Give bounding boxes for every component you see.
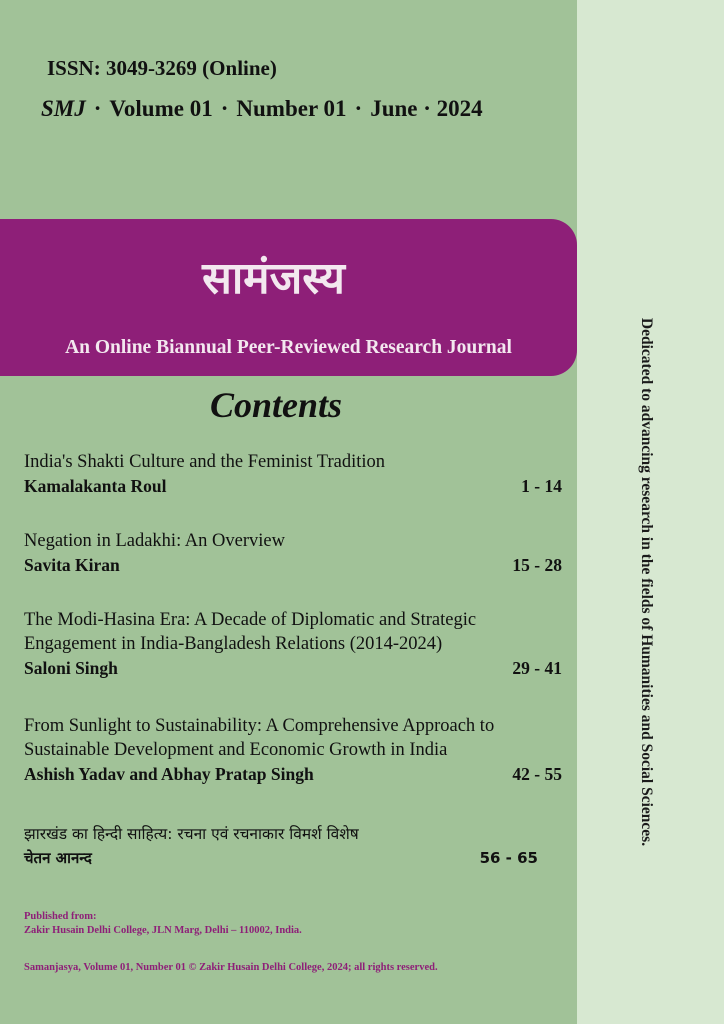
article-title: India's Shakti Culture and the Feminist Tradition bbox=[24, 452, 385, 472]
article-meta bbox=[24, 474, 564, 498]
journal-abbrev: SMJ bbox=[41, 96, 86, 121]
issn-line: ISSN: 3049-3269 (Online) bbox=[47, 56, 277, 80]
article-author: Saloni Singh bbox=[24, 658, 118, 678]
journal-title: सामंजस्य bbox=[202, 253, 345, 304]
publisher-info bbox=[24, 910, 302, 938]
separator-dot: · bbox=[220, 96, 229, 121]
article-title: Negation in Ladakhi: An Overview bbox=[24, 531, 285, 551]
separator-dot: · bbox=[354, 96, 363, 121]
volume-line bbox=[41, 96, 483, 122]
title-banner bbox=[0, 219, 577, 376]
published-label: Published from: bbox=[24, 911, 97, 922]
article-title: From Sunlight to Sustainability: A Comprehensive Approach to Sustainable Development and Economic Growth in India bbox=[24, 716, 495, 760]
date-label: June · 2024 bbox=[370, 96, 483, 121]
article-pages: 29 - 41 bbox=[512, 658, 562, 678]
article-author: Savita Kiran bbox=[24, 555, 120, 575]
article-title: The Modi-Hasina Era: A Decade of Diplomatic and Strategic Engagement in India-Bangladesh Relations (2014-2024) bbox=[24, 610, 477, 654]
article-meta bbox=[24, 656, 564, 680]
article-author: चेतन आनन्द bbox=[24, 849, 92, 867]
article-meta bbox=[24, 553, 564, 577]
article-pages: 56 - 65 bbox=[479, 849, 538, 867]
publisher-address: Zakir Husain Delhi College, JLN Marg, Delhi – 110002, India. bbox=[24, 925, 302, 936]
article-meta bbox=[24, 762, 564, 786]
article-meta bbox=[24, 846, 564, 870]
article-title: झारखंड का हिन्दी साहित्य: रचना एवं रचनाकार विमर्श विशेष bbox=[24, 825, 359, 843]
contents-entry bbox=[24, 608, 564, 680]
contents-entry bbox=[24, 529, 564, 577]
article-pages: 15 - 28 bbox=[512, 555, 562, 575]
separator-dot: · bbox=[93, 96, 102, 121]
number-label: Number 01 bbox=[236, 96, 347, 121]
article-pages: 1 - 14 bbox=[521, 476, 562, 496]
journal-subtitle: An Online Biannual Peer-Reviewed Research Journal bbox=[65, 337, 512, 358]
copyright-line: Samanjasya, Volume 01, Number 01 © Zakir Husain Delhi College, 2024; all rights reserved. bbox=[24, 962, 438, 973]
article-pages: 42 - 55 bbox=[512, 764, 562, 784]
contents-entry bbox=[24, 822, 564, 870]
contents-heading: Contents bbox=[209, 385, 343, 425]
volume-label: Volume 01 bbox=[109, 96, 213, 121]
article-author: Ashish Yadav and Abhay Pratap Singh bbox=[24, 764, 314, 784]
side-tagline: Dedicated to advancing research in the fields of Humanities and Social Sciences. bbox=[638, 317, 655, 847]
contents-entry bbox=[24, 450, 564, 498]
contents-entry bbox=[24, 714, 564, 786]
article-author: Kamalakanta Roul bbox=[24, 476, 167, 496]
